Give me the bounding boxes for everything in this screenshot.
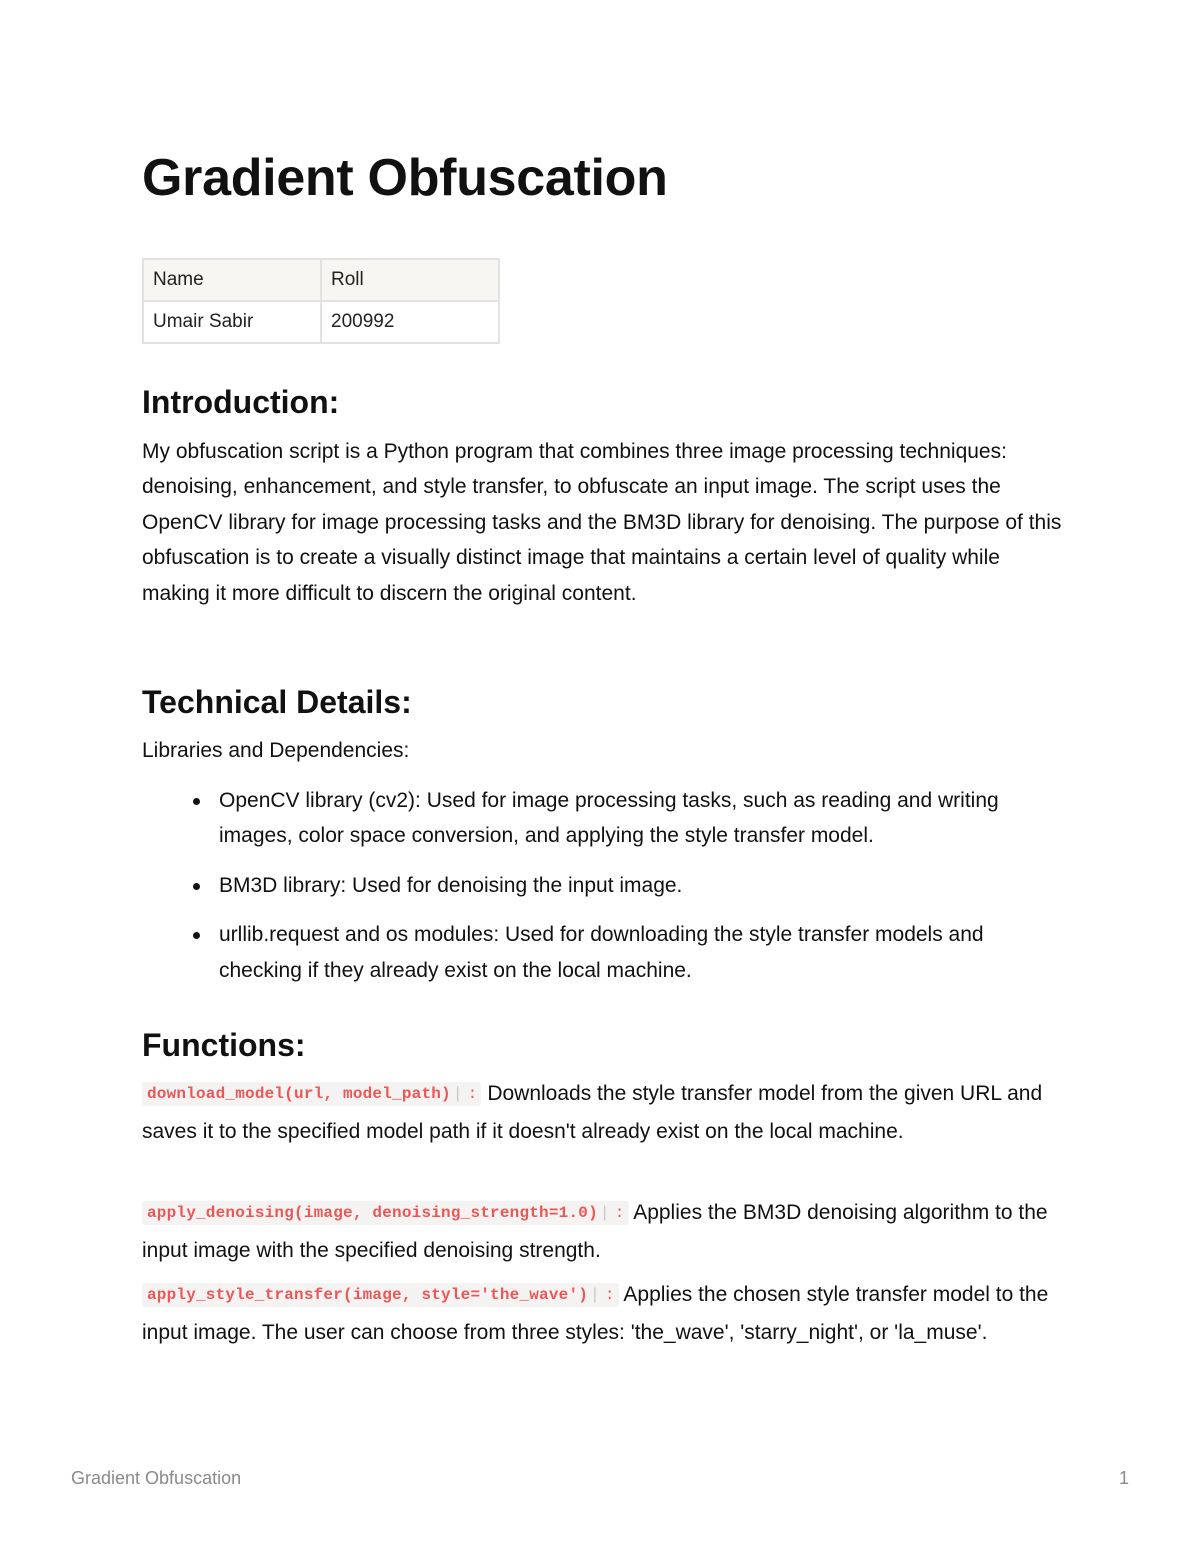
signature-colon: :: [614, 1204, 625, 1222]
function-entry-apply-denoising: [142, 1195, 1062, 1269]
dependencies-list: [142, 783, 1062, 1002]
function-entry-download-model: [142, 1076, 1062, 1150]
bullet-icon: [193, 798, 200, 805]
code-separator: |: [452, 1085, 463, 1103]
info-table-row: [143, 301, 499, 343]
function-description: Applies the chosen style transfer model to the input image. The user can choose from three styles: 'the_wave', 'starry_night', or 'la_muse'.: [142, 1283, 1049, 1345]
functions-heading: Functions:: [142, 1027, 306, 1063]
signature-colon: :: [604, 1286, 615, 1304]
signature-text: download_model(url, model_path): [147, 1085, 451, 1103]
signature-text: apply_denoising(image, denoising_strength=1.0): [147, 1204, 598, 1222]
function-signature: [142, 1283, 619, 1307]
bullet-icon: [193, 883, 200, 890]
function-description: Applies the BM3D denoising algorithm to the input image with the specified denoising strength.: [142, 1201, 1048, 1263]
signature-colon: :: [467, 1085, 478, 1103]
list-item: [142, 868, 1062, 903]
introduction-body: My obfuscation script is a Python program that combines three image processing techniques: denoising, enhancement, and style transfer, to obfuscate an input image. The script uses the OpenCV library for image processing tasks and the BM3D library for denoising. The purpose of this obfuscation is to create a visually distinct image that maintains a certain level of quality while making it more difficult to discern the original content.: [142, 440, 1062, 605]
list-item: [142, 917, 1062, 988]
code-separator: |: [599, 1204, 610, 1222]
info-table: [142, 258, 500, 344]
introduction-heading: Introduction:: [142, 384, 340, 420]
document-title: Gradient Obfuscation: [142, 149, 668, 207]
list-item-text: urllib.request and os modules: Used for downloading the style transfer models and checking if they already exist on the local machine.: [219, 923, 984, 982]
list-item-text: OpenCV library (cv2): Used for image processing tasks, such as reading and writing images, color space conversion, and applying the style transfer model.: [219, 789, 999, 848]
info-table-cell-roll: 200992: [321, 301, 499, 343]
info-table-cell-name: Umair Sabir: [143, 301, 321, 343]
bullet-icon: [193, 932, 200, 939]
technical-details-heading: Technical Details:: [142, 684, 412, 720]
function-signature: [142, 1082, 481, 1106]
footer-title: Gradient Obfuscation: [71, 1468, 242, 1488]
list-item-text: BM3D library: Used for denoising the input image.: [219, 873, 683, 897]
info-table-header-roll: Roll: [321, 259, 499, 301]
function-description: Downloads the style transfer model from the given URL and saves it to the specified model path if it doesn't already exist on the local machine.: [142, 1082, 1043, 1144]
code-separator: |: [590, 1286, 600, 1304]
libraries-subheading: Libraries and Dependencies:: [142, 739, 410, 762]
function-entry-apply-style-transfer: [142, 1277, 1062, 1351]
info-table-header-row: [143, 259, 499, 301]
signature-text: apply_style_transfer(image, style='the_wave'): [147, 1286, 589, 1304]
list-item: [142, 783, 1062, 854]
function-signature: [142, 1201, 629, 1225]
footer-page-number: 1: [1118, 1468, 1129, 1488]
info-table-header-name: Name: [143, 259, 321, 301]
